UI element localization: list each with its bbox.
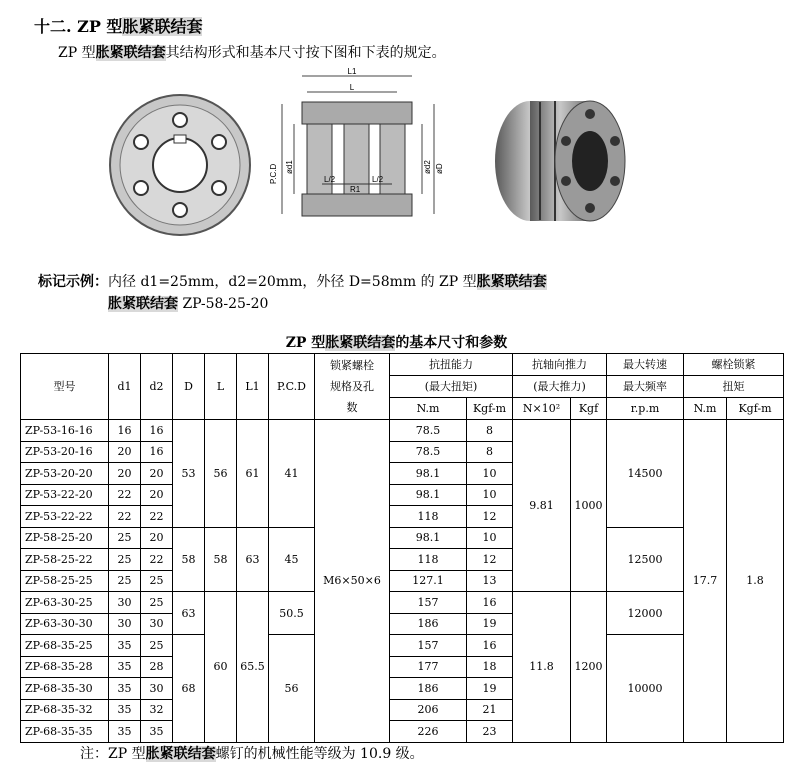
- table-row: [21, 527, 784, 549]
- cell-kgfm: 23: [467, 721, 513, 743]
- cell-L: 58: [205, 527, 237, 592]
- cell-nm: 177: [390, 656, 467, 678]
- cell-L: 56: [205, 420, 237, 528]
- example-product: 胀紧联结套: [476, 274, 547, 290]
- cell-model: ZP-53-22-20: [21, 484, 109, 506]
- cell-pcd: 56: [269, 635, 315, 743]
- cell-D: 53: [173, 420, 205, 528]
- th-D: D: [173, 354, 205, 420]
- product-photo: [480, 86, 630, 236]
- label-l2-right: L/2: [372, 175, 384, 184]
- th-thrust-sub: (最大推力): [513, 376, 607, 398]
- cell-d1: 16: [109, 420, 141, 442]
- cell-d1: 35: [109, 635, 141, 657]
- cell-D: 63: [173, 592, 205, 635]
- cell-kgfm: 10: [467, 484, 513, 506]
- cell-model: ZP-53-22-22: [21, 506, 109, 528]
- example-line-1: [38, 271, 547, 291]
- th-bolt-line-3: 数: [346, 401, 358, 414]
- cell-thrust-n: 9.81: [513, 420, 571, 592]
- label-r1: R1: [350, 185, 361, 194]
- example-label: 标记示例：: [38, 274, 108, 290]
- cell-kgfm: 21: [467, 699, 513, 721]
- th-L1: L1: [237, 354, 269, 420]
- cell-d1: 35: [109, 678, 141, 700]
- cell-kgfm: 10: [467, 463, 513, 485]
- example-code: ZP-58-25-20: [178, 296, 269, 312]
- cell-d1: 35: [109, 721, 141, 743]
- example-product-2: 胀紧联结套: [108, 296, 178, 312]
- caption-product: 胀紧联结套: [325, 335, 396, 351]
- intro-suffix: 其结构形式和基本尺寸按下图和下表的规定。: [165, 45, 446, 61]
- label-l2-left: L/2: [324, 175, 336, 184]
- cell-nm: 98.1: [390, 484, 467, 506]
- note-prefix: 注：ZP 型: [80, 746, 146, 762]
- cell-model: ZP-58-25-22: [21, 549, 109, 571]
- th-lock: 螺栓锁紧: [684, 354, 784, 376]
- th-model: 型号: [21, 354, 109, 420]
- cell-model: ZP-68-35-25: [21, 635, 109, 657]
- cell-d2: 25: [141, 570, 173, 592]
- cell-model: ZP-58-25-25: [21, 570, 109, 592]
- cell-d2: 35: [141, 721, 173, 743]
- cell-d1: 35: [109, 699, 141, 721]
- cell-d1: 35: [109, 656, 141, 678]
- cell-d1: 25: [109, 527, 141, 549]
- cell-kgfm: 16: [467, 635, 513, 657]
- th-bolt-line-1: 锁紧螺栓: [330, 359, 374, 372]
- cell-nm: 98.1: [390, 463, 467, 485]
- th-pcd: P.C.D: [269, 354, 315, 420]
- cell-model: ZP-53-16-16: [21, 420, 109, 442]
- th-thrust: 抗轴向推力: [513, 354, 607, 376]
- cell-model: ZP-63-30-25: [21, 592, 109, 614]
- th-L: L: [205, 354, 237, 420]
- cell-bolt: M6×50×6: [315, 420, 390, 743]
- cell-d2: 20: [141, 463, 173, 485]
- th-n102: N×10²: [513, 398, 571, 420]
- cell-d2: 22: [141, 506, 173, 528]
- cell-d2: 30: [141, 678, 173, 700]
- end-view-drawing: [105, 90, 255, 240]
- label-d2: ød2: [423, 160, 432, 174]
- cell-d2: 25: [141, 592, 173, 614]
- cell-nm: 206: [390, 699, 467, 721]
- th-bolt-line-2: 规格及孔: [330, 380, 374, 393]
- th-rpm: r.p.m: [607, 398, 684, 420]
- cell-d2: 28: [141, 656, 173, 678]
- cell-d1: 30: [109, 613, 141, 635]
- label-l1: L1: [347, 67, 357, 76]
- intro-product: 胀紧联结套: [95, 45, 166, 61]
- cell-model: ZP-63-30-30: [21, 613, 109, 635]
- cell-thrust-kgf: 1200: [571, 592, 607, 743]
- cell-nm: 118: [390, 506, 467, 528]
- th-torque: 抗扭能力: [390, 354, 513, 376]
- table-caption: [0, 332, 793, 352]
- cell-L1: 61: [237, 420, 269, 528]
- cell-thrust-kgf: 1000: [571, 420, 607, 592]
- cell-d2: 25: [141, 635, 173, 657]
- cell-d1: 20: [109, 441, 141, 463]
- cell-kgfm: 10: [467, 527, 513, 549]
- cell-kgfm: 8: [467, 420, 513, 442]
- th-kgf: Kgf: [571, 398, 607, 420]
- section-drawing: [262, 64, 462, 244]
- cell-rpm: 14500: [607, 420, 684, 528]
- cell-pcd: 41: [269, 420, 315, 528]
- cell-D: 58: [173, 527, 205, 592]
- cell-pcd: 50.5: [269, 592, 315, 635]
- cell-model: ZP-68-35-35: [21, 721, 109, 743]
- cell-model: ZP-53-20-20: [21, 463, 109, 485]
- intro-prefix: ZP 型: [58, 45, 96, 61]
- intro-text: [58, 42, 446, 62]
- cell-d2: 20: [141, 527, 173, 549]
- cell-kgfm: 16: [467, 592, 513, 614]
- cell-model: ZP-68-35-30: [21, 678, 109, 700]
- cell-d1: 30: [109, 592, 141, 614]
- cell-kgfm: 19: [467, 613, 513, 635]
- table-row: [21, 635, 784, 657]
- label-pcd: P.C.D: [269, 163, 278, 184]
- cell-kgfm: 12: [467, 549, 513, 571]
- cell-rpm: 12000: [607, 592, 684, 635]
- cell-d2: 16: [141, 420, 173, 442]
- cell-thrust-n: 11.8: [513, 592, 571, 743]
- cell-nm: 157: [390, 635, 467, 657]
- cell-nm: 98.1: [390, 527, 467, 549]
- th-d2: d2: [141, 354, 173, 420]
- label-d1: ød1: [285, 160, 294, 174]
- cell-d1: 22: [109, 506, 141, 528]
- th-kgfm2: Kgf-m: [727, 398, 784, 420]
- cell-rpm: 10000: [607, 635, 684, 743]
- cell-nm: 157: [390, 592, 467, 614]
- table-row: [21, 420, 784, 442]
- th-speed-sub: 最大频率: [607, 376, 684, 398]
- caption-prefix: ZP 型: [285, 335, 326, 351]
- table-row: [21, 592, 784, 614]
- cell-d2: 20: [141, 484, 173, 506]
- th-lock-sub: 扭矩: [684, 376, 784, 398]
- cell-D: 68: [173, 635, 205, 743]
- cell-kgfm: 19: [467, 678, 513, 700]
- cell-d1: 25: [109, 549, 141, 571]
- cell-d1: 22: [109, 484, 141, 506]
- cell-d1: 25: [109, 570, 141, 592]
- cell-nm: 226: [390, 721, 467, 743]
- cell-kgfm: 13: [467, 570, 513, 592]
- cell-model: ZP-68-35-28: [21, 656, 109, 678]
- example-line-2: [108, 293, 268, 313]
- th-nm2: N.m: [684, 398, 727, 420]
- cell-kgfm: 8: [467, 441, 513, 463]
- cell-d2: 30: [141, 613, 173, 635]
- cell-L1: 65.5: [237, 592, 269, 743]
- cell-d1: 20: [109, 463, 141, 485]
- cell-nm: 78.5: [390, 441, 467, 463]
- cell-pcd: 45: [269, 527, 315, 592]
- note-product: 胀紧联结套: [145, 746, 216, 762]
- th-bolt: [315, 354, 390, 420]
- cell-nm: 186: [390, 613, 467, 635]
- cell-model: ZP-58-25-20: [21, 527, 109, 549]
- cell-kgfm: 18: [467, 656, 513, 678]
- cell-nm: 118: [390, 549, 467, 571]
- cell-model: ZP-53-20-16: [21, 441, 109, 463]
- cell-L: 60: [205, 592, 237, 743]
- label-D: øD: [435, 163, 444, 174]
- th-torque-sub: (最大扭矩): [390, 376, 513, 398]
- cell-rpm: 12500: [607, 527, 684, 592]
- cell-L1: 63: [237, 527, 269, 592]
- cell-nm: 78.5: [390, 420, 467, 442]
- cell-model: ZP-68-35-32: [21, 699, 109, 721]
- th-nm: N.m: [390, 398, 467, 420]
- footnote: [80, 743, 424, 763]
- spec-table: [20, 353, 784, 743]
- header-row-1: [21, 354, 784, 376]
- cell-d2: 22: [141, 549, 173, 571]
- example-text: 内径 d1=25mm，d2=20mm，外径 D=58mm 的 ZP 型: [108, 274, 477, 290]
- th-speed: 最大转速: [607, 354, 684, 376]
- cell-nm: 127.1: [390, 570, 467, 592]
- cell-d2: 32: [141, 699, 173, 721]
- cell-lock-nm: 17.7: [684, 420, 727, 743]
- cell-nm: 186: [390, 678, 467, 700]
- cell-d2: 16: [141, 441, 173, 463]
- cell-kgfm: 12: [467, 506, 513, 528]
- note-suffix: 螺钉的机械性能等级为 10.9 级。: [215, 746, 424, 762]
- caption-suffix: 的基本尺寸和参数: [395, 335, 508, 351]
- heading-prefix: 十二. ZP 型: [34, 17, 123, 36]
- section-heading: [34, 14, 202, 37]
- cell-lock-kgfm: 1.8: [727, 420, 784, 743]
- th-kgfm: Kgf-m: [467, 398, 513, 420]
- label-l: L: [349, 83, 355, 92]
- heading-product: 胀紧联结套: [122, 17, 203, 36]
- th-d1: d1: [109, 354, 141, 420]
